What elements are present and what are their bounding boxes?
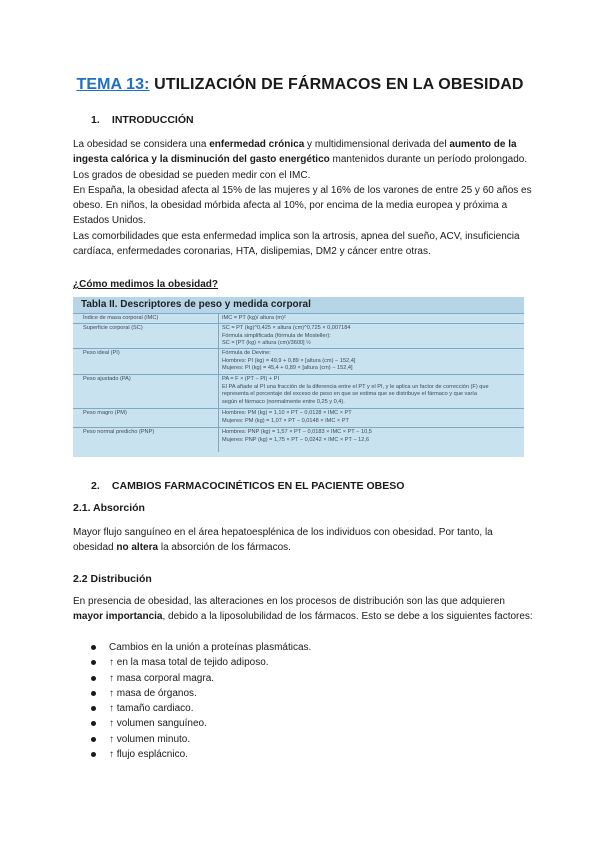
section-2-heading: [91, 480, 404, 492]
list-item: ↑ masa corporal magra.: [91, 671, 311, 686]
list-item: ↑ flujo esplácnico.: [91, 747, 311, 762]
distribution-heading: 2.2 Distribución: [73, 573, 152, 585]
absorption-heading: 2.1. Absorción: [73, 502, 145, 514]
list-item: ↑ masa de órganos.: [91, 686, 311, 701]
measure-heading: ¿Cómo medimos la obesidad?: [73, 279, 219, 290]
table-title: Tabla II. Descriptores de peso y medida corporal: [73, 297, 524, 313]
list-item: ↑ tamaño cardiaco.: [91, 701, 311, 716]
factors-list: [91, 640, 311, 762]
intro-p1: La obesidad se considera una enfermedad crónica y multidimensional derivada del aumento de la ingesta calórica y la disminución del gasto energético mantenidos durante un período prolongado.: [73, 139, 528, 166]
section-title: CAMBIOS FARMACOCINÉTICOS EN EL PACIENTE OBESO: [111, 480, 405, 492]
list-item: ↑ volumen minuto.: [91, 732, 311, 747]
list-item: ↑ en la masa total de tejido adiposo.: [91, 655, 311, 670]
section-title: INTRODUCCIÓN: [111, 114, 194, 126]
page-title: [0, 76, 600, 94]
section-number: 1.: [91, 114, 100, 126]
body-measures-table: [73, 297, 524, 457]
bullet-icon: [91, 676, 96, 681]
bullet-icon: [91, 691, 96, 696]
intro-p4: Las comorbilidades que esta enfermedad implica son la artrosis, apnea del sueño, ACV, insuficiencia cardíaca, enfermedades coronarias, HTA, dislipemias, DM2 y cáncer entre otras.: [73, 230, 520, 258]
table-row: Peso normal predicho (PNP) Hombres: PNP (kg) = 1,57 × PT − 0,0183 × IMC × PT − 10,5 Mujeres: PNP (kg) = 1,75 × PT − 0,0242 × IMC × PT − 12,6: [73, 427, 524, 453]
table-row: Peso ajustado (PA) PA = F × (PT − PI) + PI El PA añade al PI una fracción de la diferencia entre el PT y el PI, y le aplica un factor de corrección (F) que representa el porcentaje del exceso de peso en que se estima que se distribuye el fármaco y que varía según el fármaco (normalmente entre 0,25 y 0,4).: [73, 374, 524, 409]
absorption-text: Mayor flujo sanguíneo en el área hepatoesplénica de los individuos con obesidad. Por tanto, la obesidad no altera la absorción de los fármacos.: [73, 527, 493, 554]
bullet-icon: [91, 645, 96, 650]
table-row: Peso ideal (PI) Fórmula de Devine: Hombres: PI (kg) = 49,9 + 0,89 × [altura (cm) − 152,4] Mujeres: PI (kg) = 45,4 + 0,89 × [altura (cm) − 152,4]: [73, 348, 524, 375]
distribution-text: En presencia de obesidad, las alteraciones en los procesos de distribución son las que adquieren mayor importancia, debido a la liposolubilidad de los fármacos. Esto se debe a los siguientes factores:: [73, 596, 533, 623]
bullet-icon: [91, 752, 96, 757]
bullet-icon: [91, 706, 96, 711]
intro-paragraphs: [73, 137, 533, 259]
title-number: TEMA 13:: [76, 76, 150, 93]
table-row: Peso magro (PM) Hombres: PM (kg) = 1,10 × PT − 0,0128 × IMC × PT Mujeres: PM (kg) = 1,07 × PT − 0,0148 × IMC × PT: [73, 408, 524, 428]
bullet-icon: [91, 721, 96, 726]
list-item: Cambios en la unión a proteínas plasmáticas.: [91, 640, 311, 655]
intro-p2: Los grados de obesidad se pueden medir con el IMC.: [73, 169, 311, 181]
section-number: 2.: [91, 480, 100, 492]
section-1-heading: [91, 114, 194, 126]
list-item: ↑ volumen sanguíneo.: [91, 716, 311, 731]
title-text: UTILIZACIÓN DE FÁRMACOS EN LA OBESIDAD: [154, 76, 524, 93]
table-row: Superficie corporal (SC) SC = PT (kg)^0,425 × altura (cm)^0,725 × 0,007184 Fórmula simplificada (fórmula de Mosteller): SC = [PT (kg) × altura (cm)/3600] ½: [73, 323, 524, 349]
bullet-icon: [91, 660, 96, 665]
table-row: Índice de masa corporal (IMC) IMC = PT (kg)/ altura (m)²: [73, 313, 524, 324]
intro-p3: En España, la obesidad afecta al 15% de las mujeres y al 16% de los varones de entre 25 y 60 años es obeso. En niños, la obesidad mórbida afecta al 10%, por encima de la media europea y próxima a Estados Unidos.: [73, 184, 532, 227]
bullet-icon: [91, 737, 96, 742]
